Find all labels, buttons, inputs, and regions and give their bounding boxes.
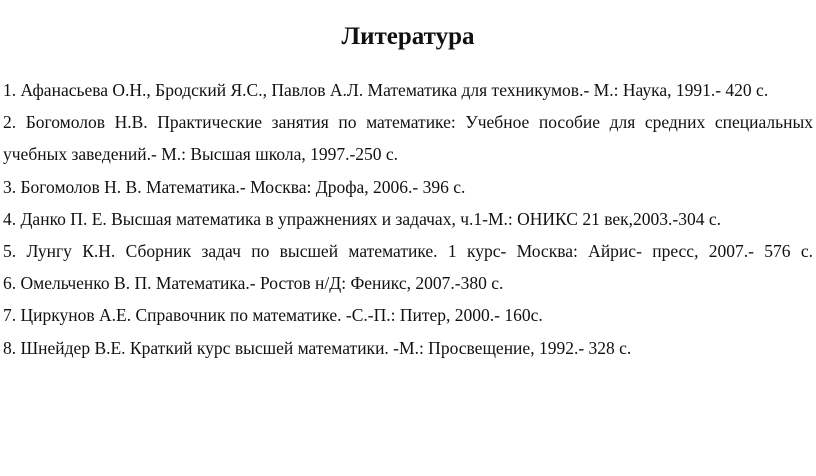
reference-item: 1. Афанасьева О.Н., Бродский Я.С., Павлов А.Л. Математика для техникумов.- М.: Наука, 1991.- 420 с. — [3, 80, 769, 100]
page-title: Литература — [341, 23, 475, 50]
reference-item: 5. Лунгу К.Н. Сборник задач по высшей математике. 1 курс- Москва: Айрис- пресс, 2007.- 576 с. — [3, 241, 813, 262]
reference-list — [3, 74, 813, 364]
reference-item: 7. Циркунов А.Е. Справочник по математике. -С.-П.: Питер, 2000.- 160с. — [3, 305, 543, 326]
reference-item: 2. Богомолов Н.В. Практические занятия по математике: Учебное пособие для средних специальных учебных заведений.- М.: Высшая школа, 1997.-250 с. — [3, 112, 813, 165]
reference-item: 4. Данко П. Е. Высшая математика в упражнениях и задачах, ч.1-М.: ОНИКС 21 век,2003.-304 с. — [3, 208, 721, 229]
reference-item: 8. Шнейдер В.Е. Краткий курс высшей математики. -М.: Просвещение, 1992.- 328 с. — [3, 337, 632, 358]
reference-item: 6. Омельченко В. П. Математика.- Ростов н/Д: Феникс, 2007.-380 с. — [3, 273, 504, 294]
reference-item: 3. Богомолов Н. В. Математика.- Москва: Дрофа, 2006.- 396 с. — [3, 176, 466, 197]
